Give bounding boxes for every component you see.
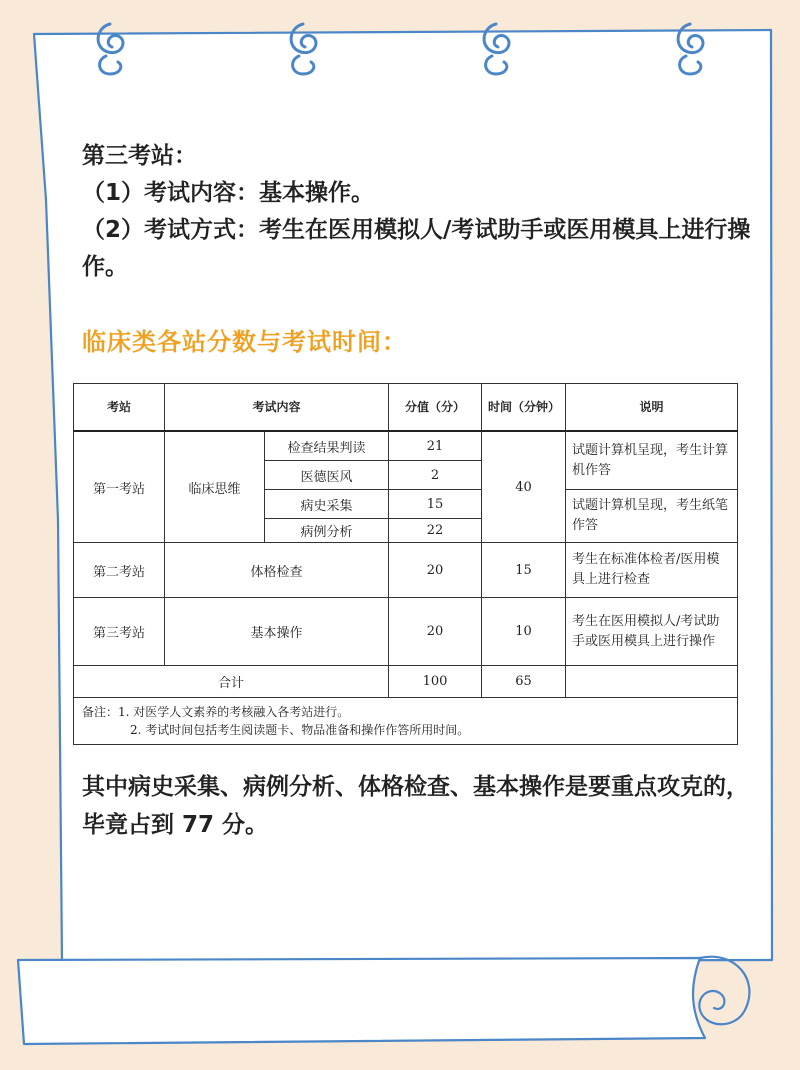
header-station: 考站: [74, 384, 165, 432]
score-table: [73, 383, 738, 745]
station1-name: 第一考站: [74, 431, 165, 543]
station3-name: 第三考站: [74, 598, 165, 666]
header-note: 说明: [566, 384, 738, 432]
station3-note: 考生在医用模拟人/考试助手或医用模具上进行操作: [566, 598, 738, 666]
item-score: 15: [389, 490, 482, 519]
item-name: 病例分析: [265, 519, 389, 543]
total-note: [566, 666, 738, 698]
item-score: 21: [389, 431, 482, 461]
remarks-row: [74, 698, 738, 745]
remark-line-1: 备注：1. 对医学人文素养的考核融入各考站进行。: [82, 705, 350, 719]
station2-score: 20: [389, 543, 482, 598]
station3-time: 10: [482, 598, 566, 666]
total-score: 100: [389, 666, 482, 698]
station1-note-a: 试题计算机呈现，考生计算机作答: [566, 431, 738, 490]
station1-category: 临床思维: [165, 431, 265, 543]
summary-text: 其中病史采集、病例分析、体格检查、基本操作是要重点攻克的，毕竟占到 77 分。: [82, 774, 749, 838]
score-table-wrapper: [73, 383, 737, 745]
item-score: 2: [389, 461, 482, 490]
table-row: [74, 543, 738, 598]
total-row: [74, 666, 738, 698]
intro-title: 第三考站：: [82, 143, 197, 169]
station1-note-b: 试题计算机呈现，考生纸笔作答: [566, 490, 738, 543]
item-score: 22: [389, 519, 482, 543]
total-label: 合计: [74, 666, 389, 698]
station1-time: 40: [482, 431, 566, 543]
remarks-cell: [74, 698, 738, 745]
exam-station-intro: [82, 138, 762, 286]
item-name: 病史采集: [265, 490, 389, 519]
header-score: 分值（分）: [389, 384, 482, 432]
table-row: [74, 431, 738, 461]
table-header-row: [74, 384, 738, 432]
scroll-roll: [18, 958, 705, 1044]
station2-time: 15: [482, 543, 566, 598]
item-name: 医德医风: [265, 461, 389, 490]
header-content: 考试内容: [165, 384, 389, 432]
station2-note: 考生在标准体检者/医用模具上进行检查: [566, 543, 738, 598]
station2-name: 第二考站: [74, 543, 165, 598]
station3-content: 基本操作: [165, 598, 389, 666]
section-heading: 临床类各站分数与考试时间：: [82, 328, 407, 356]
intro-content: （1）考试内容：基本操作。: [82, 180, 375, 206]
intro-method: （2）考试方式：考生在医用模拟人/考试助手或医用模具上进行操作。: [82, 217, 751, 280]
scroll-curl-icon: [699, 957, 749, 1025]
table-row: [74, 598, 738, 666]
station2-content: 体格检查: [165, 543, 389, 598]
remark-line-2: 2. 考试时间包括考生阅读题卡、物品准备和操作作答所用时间。: [130, 723, 470, 737]
header-time: 时间（分钟）: [482, 384, 566, 432]
station3-score: 20: [389, 598, 482, 666]
item-name: 检查结果判读: [265, 431, 389, 461]
total-time: 65: [482, 666, 566, 698]
